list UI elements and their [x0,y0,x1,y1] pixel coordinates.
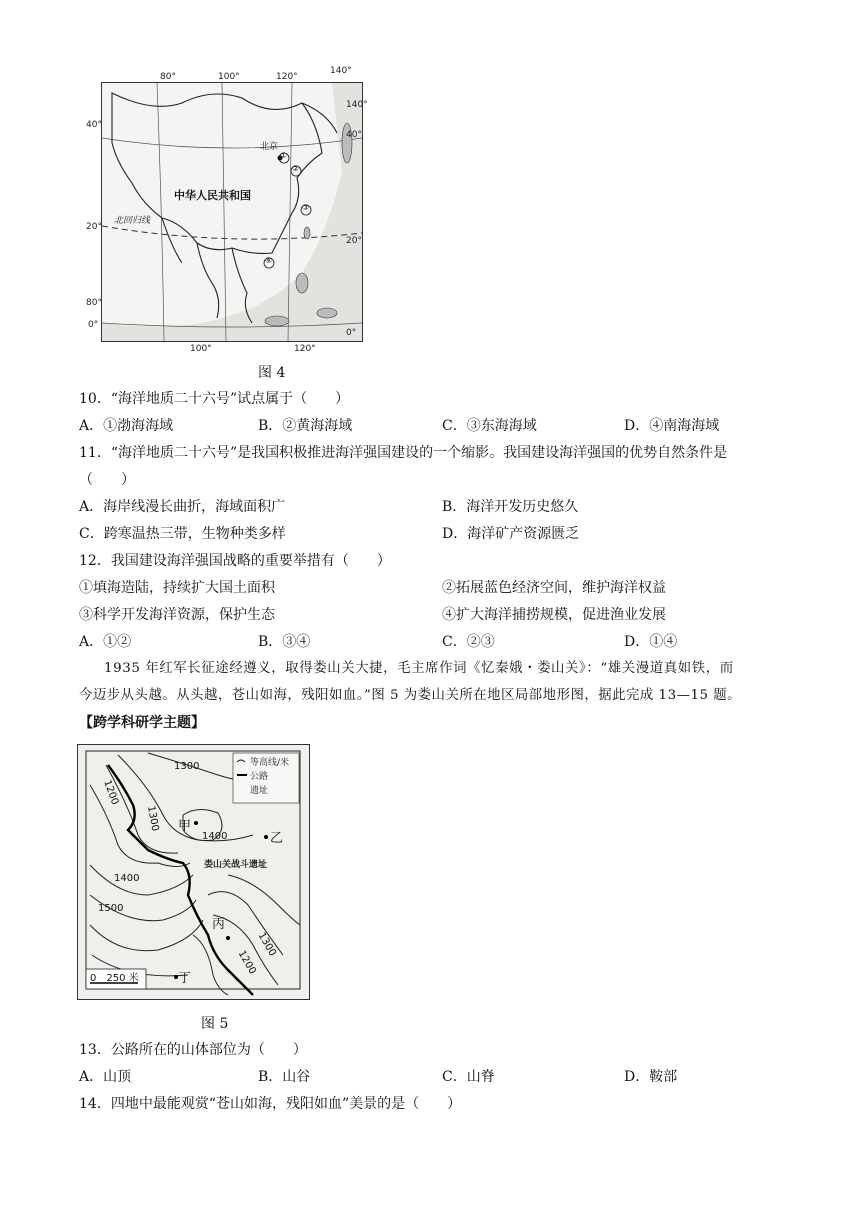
figure-4-caption: 图 4 [258,365,286,381]
q11-option-b[interactable]: B．海洋开发历史悠久 [442,499,579,515]
q11-option-c[interactable]: C．跨寒温热三带，生物种类多样 [79,526,286,542]
point-jia: 甲 [178,819,192,834]
q12-option-b[interactable]: B．③④ [258,634,311,650]
q12-statement-3: ③科学开发海洋资源，保护生态 [79,607,275,623]
map-marker-4: ④ [265,256,273,265]
q12-statement-2: ②拓展蓝色经济空间，维护海洋权益 [442,580,666,596]
q13-option-b[interactable]: B．山谷 [258,1069,311,1085]
contour-1500: 1500 [98,903,124,914]
figure-5-contour-map [77,744,310,1000]
legend-contour: 等高线/米 [250,758,290,768]
point-bing: 丙 [212,917,226,932]
lat-label-left-0: 0° [88,320,99,330]
q12-statement-4: ④扩大海洋捕捞规模，促进渔业发展 [442,607,666,623]
q13-option-c[interactable]: C．山脊 [442,1069,495,1085]
q10-stem: 10．“海洋地质二十六号”试点属于（ ） [79,391,350,407]
contour-1400-b: 1400 [114,873,140,884]
contour-1300-b: 1300 [145,805,161,832]
q12-option-d[interactable]: D．①④ [624,634,678,650]
q11-stem: 11．“海洋地质二十六号”是我国积极推进海洋强国建设的一个缩影。我国建设海洋强国的优势自然条件是 [79,445,728,461]
passage-line-1: 1935 年红军长征途经遵义，取得娄山关大捷，毛主席作词《忆秦娥・娄山关》：“雄关漫道真如铁，而 [104,661,734,676]
q10-option-c[interactable]: C．③东海海域 [442,418,537,434]
q13-option-a[interactable]: A．山顶 [79,1069,132,1085]
lon-label-bottom-100: 100° [190,344,212,354]
lon-label-80: 80° [160,72,176,82]
lon-label-140: 140° [330,66,352,76]
lat-label-left-40: 40° [86,120,102,130]
q10-option-a[interactable]: A．①渤海海域 [79,418,174,434]
q13-option-d[interactable]: D．鞍部 [624,1069,678,1085]
contour-1300-c: 1300 [255,930,278,959]
q10-option-b[interactable]: B．②黄海海域 [258,418,353,434]
q12-option-c[interactable]: C．②③ [442,634,495,650]
legend-road: 公路 [250,772,269,782]
lon-label-bottom-120: 120° [294,344,316,354]
map-city-label: 北京 [260,142,279,152]
map-marker-1: ① [280,151,288,160]
map-drawing [102,83,362,341]
figure-4-map [101,82,363,342]
q14-stem: 14．四地中最能观赏“苍山如海，残阳如血”美景的是（ ） [79,1096,462,1112]
lat-label-right-140: 140° [346,100,368,110]
lat-label-left-80: 80° [86,298,102,308]
lon-label-120: 120° [276,72,298,82]
passage-line-2: 今迈步从头越。从头越，苍山如海，残阳如血。”图 5 为娄山关所在地区局部地形图，据此完成 13—15 题。 [79,688,742,703]
point-ding: 丁 [178,971,192,986]
map-marker-2: ② [292,164,300,173]
q11-stem-blank: （ ） [79,472,135,488]
q11-option-a[interactable]: A．海岸线漫长曲折，海域面积广 [79,499,286,515]
lat-label-left-20: 20° [86,222,102,232]
point-yi: 乙 [270,831,284,846]
contour-1200-a: 1200 [101,778,121,807]
contour-1200-b: 1200 [235,948,258,977]
legend-site: 遗址 [250,786,269,796]
battle-site-label: 娄山关战斗遗址 [204,860,268,870]
map-marker-3: ③ [302,203,310,212]
lat-label-right-20: 20° [346,236,362,246]
passage-tag: 【跨学科研学主题】 [79,715,205,731]
contour-1400-a: 1400 [202,831,228,842]
lat-label-right-0: 0° [346,328,357,338]
lat-label-right-40: 40° [346,130,362,140]
q12-option-a[interactable]: A．①② [79,634,132,650]
lon-label-100: 100° [218,72,240,82]
q12-statement-1: ①填海造陆，持续扩大国土面积 [79,580,275,596]
q11-option-d[interactable]: D．海洋矿产资源匮乏 [442,526,580,542]
figure-5-caption: 图 5 [201,1016,229,1032]
scale-label: 0 250 米 [90,973,139,984]
q13-stem: 13．公路所在的山体部位为（ ） [79,1042,307,1058]
q12-stem: 12．我国建设海洋强国战略的重要举措有（ ） [79,553,391,569]
map-country-label: 中华人民共和国 [174,189,251,202]
q10-option-d[interactable]: D．④南海海域 [624,418,720,434]
map-tropic-label: 北回归线 [114,216,151,226]
contour-1300-a: 1300 [174,761,200,772]
